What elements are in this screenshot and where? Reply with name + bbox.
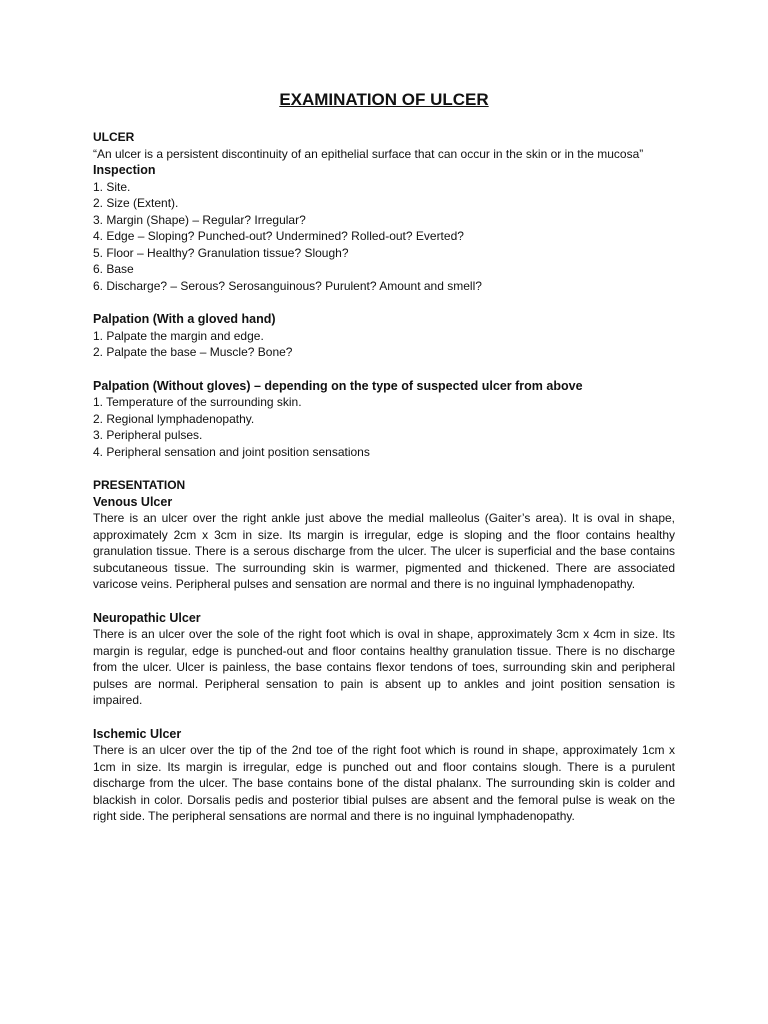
document-page bbox=[93, 90, 675, 825]
neuropathic-ulcer-heading: Neuropathic Ulcer bbox=[93, 610, 201, 625]
palpation-gloved-list bbox=[93, 328, 675, 361]
ischemic-ulcer-text: There is an ulcer over the tip of the 2nd toe of the right foot which is round in shape, approximately 1cm x 1cm in size. Its margin is irregular, edge is punched out and floor contains slough. There is a purulent discharge from the ulcer. The base contains bone of the distal phalanx. The surrounding skin is colder and blackish in color. Dorsalis pedis and posterior tibial pulses are absent and the femoral pulse is weak on the right side. The peripheral sensations are normal and there is no inguinal lymphadenopathy. bbox=[93, 743, 675, 823]
palpation-without-list bbox=[93, 394, 675, 460]
spacer bbox=[93, 460, 675, 477]
venous-ulcer-text: There is an ulcer over the right ankle just above the medial malleolus (Gaiter’s area). It is oval in shape, approximately 2cm x 3cm in size. Its margin is irregular, edge is sloping and the floor contains healthy granulation tissue. There is a serous discharge from the ulcer. The ulcer is superficial and the base contains subcutaneous tissue. The surrounding skin is warmer, pigmented and thickened. There are associated varicose veins. Peripheral pulses and sensation are normal and there is no inguinal lymphadenopathy. bbox=[93, 511, 675, 591]
list-item: 2. Regional lymphadenopathy. bbox=[93, 411, 255, 426]
list-item: 6. Discharge? – Serous? Serosanguinous? Purulent? Amount and smell? bbox=[93, 278, 482, 293]
spacer bbox=[93, 294, 675, 311]
presentation-heading: PRESENTATION bbox=[93, 478, 186, 492]
ulcer-heading: ULCER bbox=[93, 130, 135, 144]
spacer bbox=[93, 593, 675, 610]
list-item: 1. Palpate the margin and edge. bbox=[93, 328, 264, 343]
palpation-gloved-heading: Palpation (With a gloved hand) bbox=[93, 312, 276, 326]
list-item: 2. Palpate the base – Muscle? Bone? bbox=[93, 345, 293, 359]
spacer bbox=[93, 361, 675, 378]
ischemic-ulcer-heading: Ischemic Ulcer bbox=[93, 726, 182, 741]
inspection-list bbox=[93, 179, 675, 295]
list-item: 5. Floor – Healthy? Granulation tissue? Slough? bbox=[93, 245, 349, 260]
list-item: 3. Margin (Shape) – Regular? Irregular? bbox=[93, 212, 306, 227]
list-item: 4. Edge – Sloping? Punched-out? Undermined? Rolled-out? Everted? bbox=[93, 229, 464, 243]
list-item: 2. Size (Extent). bbox=[93, 196, 179, 210]
neuropathic-ulcer-text: There is an ulcer over the sole of the right foot which is oval in shape, approximately 3cm x 4cm in size. Its margin is regular, edge is punched-out and floor contains healthy granulation tissue. There is no discharge from the ulcer. Ulcer is painless, the base contains flexor tendons of toes, surrounding skin and peripheral pulses are normal. Peripheral sensation to pain is absent up to ankles and joint position sensation is impaired. bbox=[93, 627, 675, 707]
venous-ulcer-heading: Venous Ulcer bbox=[93, 494, 173, 509]
ulcer-definition: “An ulcer is a persistent discontinuity of an epithelial surface that can occur in the skin or in the mucosa” bbox=[93, 146, 644, 161]
list-item: 3. Peripheral pulses. bbox=[93, 428, 203, 442]
list-item: 4. Peripheral sensation and joint position sensations bbox=[93, 444, 370, 459]
inspection-heading: Inspection bbox=[93, 163, 156, 177]
document-title: EXAMINATION OF ULCER bbox=[279, 90, 489, 109]
list-item: 1. Temperature of the surrounding skin. bbox=[93, 395, 302, 409]
list-item: 1. Site. bbox=[93, 179, 131, 194]
spacer bbox=[93, 709, 675, 726]
list-item: 6. Base bbox=[93, 262, 134, 276]
palpation-without-heading: Palpation (Without gloves) – depending on the type of suspected ulcer from above bbox=[93, 378, 583, 393]
